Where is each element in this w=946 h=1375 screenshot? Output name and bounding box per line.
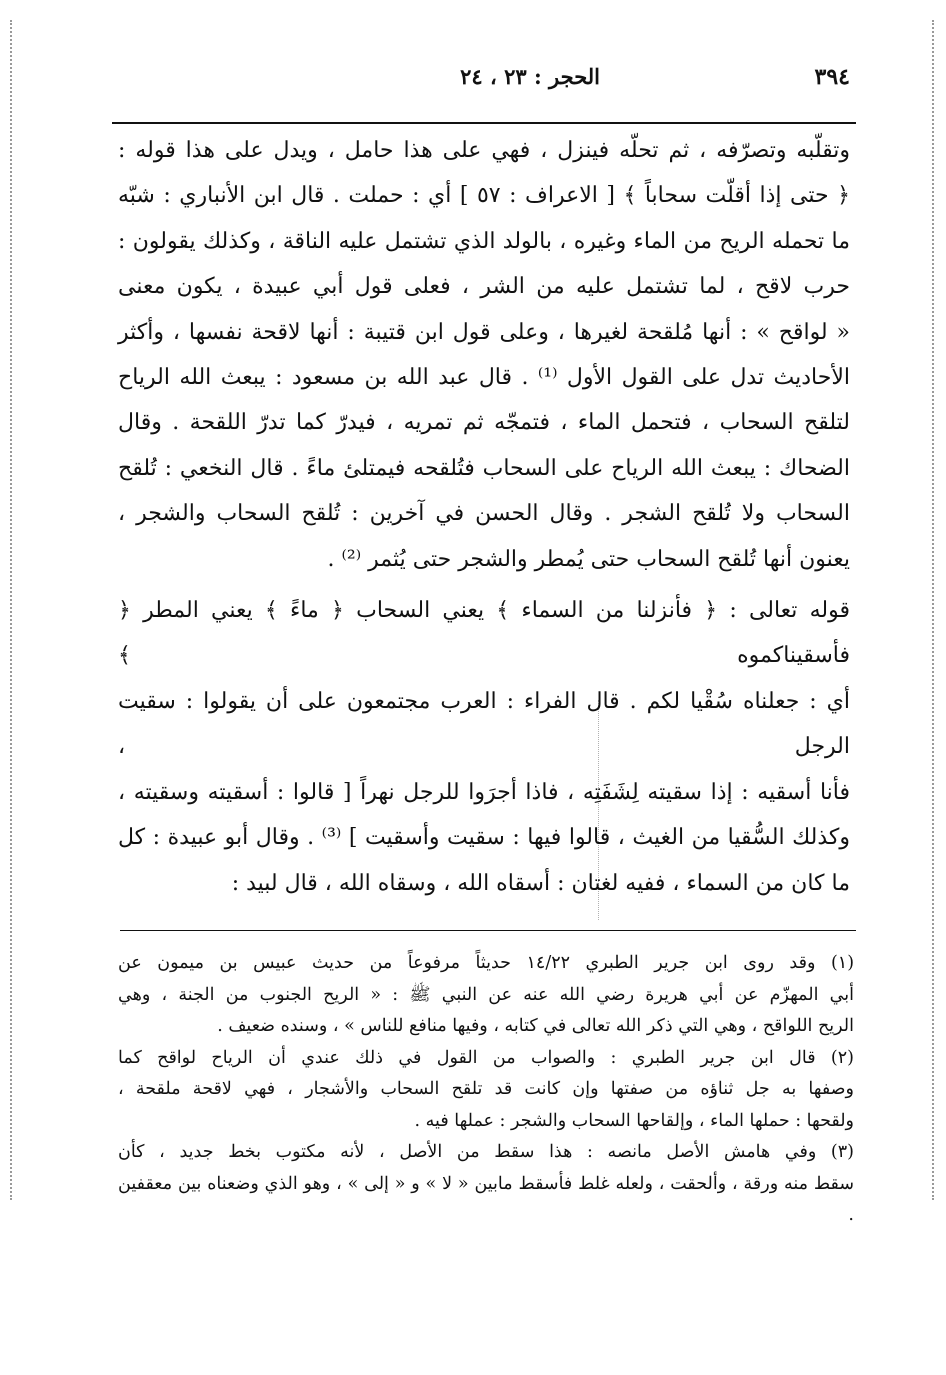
body-line: وتقلّبه وتصرّفه ، ثم تحلّه فينزل ، فهي على هذا حامل ، ويدل على هذا قوله : bbox=[118, 138, 850, 163]
body-line: أي : جعلناه سُقْيا لكم . قال الفراء : العرب مجتمعون على أن يقولوا : سقيت الرجل ، bbox=[118, 688, 850, 760]
footnote-line: (٣) وفي هامش الأصل مانصه : هذا سقط من الأصل ، لأنه مكتوب بخط جديد ، كأن bbox=[118, 1142, 854, 1162]
body-line: الأحاديث تدل على القول الأول ⁽¹⁾ . قال عبد الله بن مسعود : يبعث الله الرياح bbox=[118, 365, 850, 391]
page-header bbox=[112, 64, 850, 104]
footnotes bbox=[118, 948, 854, 1232]
footnote-line: أبي المهزّم عن أبي هريرة رضي الله عنه عن النبي ﷺ : « الريح الجنوب من الجنة ، وهي bbox=[118, 984, 854, 1005]
footnote-rule bbox=[120, 930, 856, 931]
footnote-line: ولقحها : حملها الماء ، وإلقاحها السحاب والشجر : عملها فيه . bbox=[414, 1110, 854, 1131]
body-line: ما كان من السماء ، ففيه لغتان : أسقاه الله ، وسقاه الله ، قال لبيد : bbox=[231, 870, 850, 896]
running-title: الحجر : ٢٣ ، ٢٤ bbox=[460, 64, 600, 89]
body-line: لتلقح السحاب ، فتحمل الماء ، فتمجّه ثم تمريه ، فيدرّ كما تدرّ اللقحة . وقال bbox=[118, 410, 850, 436]
footnote-line: سقط منه ورقة ، وألحقت ، ولعله غلط فأسقط مابين « لا » و « إلى » ، وهو الذي وضعناه بين معقفين . bbox=[118, 1173, 854, 1225]
body-line: فأنا أسقيه : إذا سقيته لِشَفَتِه ، فاذا أجرَوا للرجل نهراً [ قالوا : أسقيته وسقيته ، bbox=[118, 779, 850, 805]
footnote-line: (١) وقد روى ابن جرير الطبري ١٤/٢٢ حديثاً مرفوعاً من حديث عبيس بن ميمون عن bbox=[118, 953, 855, 973]
left-scan-edge bbox=[10, 20, 12, 1200]
body-line: قوله تعالى : ﴿ فأنزلنا من السماء ﴾ يعني السحاب ﴿ ماءً ﴾ يعني المطر ﴿ فأسقيناكموه ﴾ bbox=[118, 598, 850, 669]
body-line: « لواقح » : أنها مُلقحة لغيرها ، وعلى قول ابن قتيبة : أنها لاقحة نفسها ، وأكثر bbox=[118, 319, 850, 345]
footnote-line: (٢) قال ابن جرير الطبري : والصواب من القول في ذلك عندي أن الرياح لواقح كما bbox=[118, 1047, 854, 1068]
body-line: حرب لاقح ، لما تشتمل عليه من الشر ، فعلى قول أبي عبيدة ، يكون معنى bbox=[118, 274, 850, 300]
body-line: السحاب ولا تُلقح الشجر . وقال الحسن في آخرين : تُلقح السحاب والشجر ، bbox=[118, 501, 850, 527]
body-line: يعنون أنها تُلقح السحاب حتى يُمطر والشجر حتى يُثمر ⁽²⁾ . bbox=[327, 546, 850, 572]
body-line: ﴿ حتى إذا أقلّت سحاباً ﴾ [ الاعراف : ٥٧ ] أي : حملت . قال ابن الأنباري : شبّه bbox=[118, 183, 851, 209]
body-line: ما تحمله الريح من الماء وغيره ، بالولد الذي تشتمل عليه الناقة ، وكذلك يقولون : bbox=[118, 228, 850, 254]
header-rule bbox=[112, 122, 856, 124]
page-number: ٣٩٤ bbox=[814, 64, 850, 90]
main-text bbox=[118, 128, 850, 906]
right-scan-edge bbox=[932, 20, 934, 1200]
body-line: وكذلك السُّقيا من الغيث ، قالوا فيها : سقيت وأسقيت ] ⁽³⁾ . وقال أبو عبيدة : كل bbox=[118, 825, 851, 851]
footnote-line: الريح اللواقح ، وهي التي ذكر الله تعالى في كتابه ، وفيها منافع للناس » ، وسنده ضعيف . bbox=[217, 1016, 854, 1036]
body-line: الضحاك : يبعث الله الرياح على السحاب فتُلقحه فيمتلئ ماءً . قال النخعي : تُلقح bbox=[118, 455, 850, 481]
footnote-line: وصفها به جل ثناؤه من صفتها وإن كانت قد تلقح السحاب والأشجار ، فهي لاقحة ملقحة ، bbox=[118, 1079, 854, 1099]
